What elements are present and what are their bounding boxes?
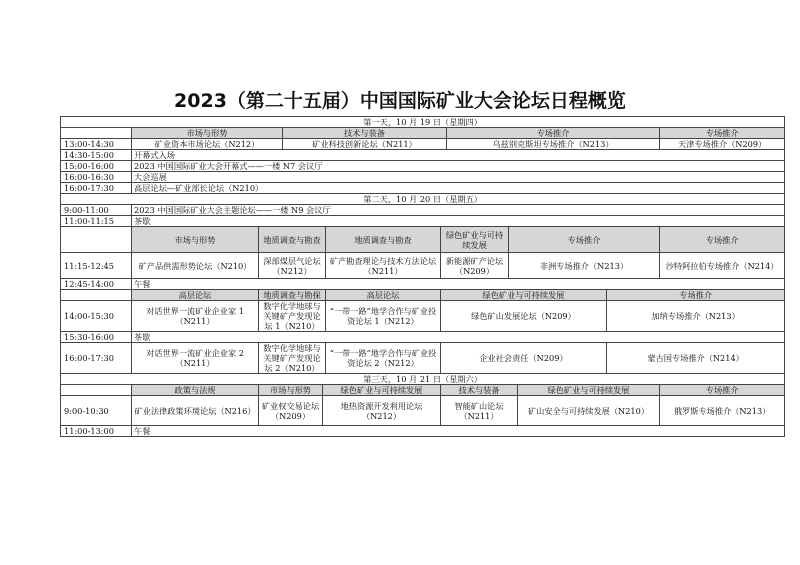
- time-cell: 15:30-16:00: [61, 332, 132, 343]
- table-row: [61, 385, 785, 396]
- track-header: 绿色矿业与可持续发展: [441, 227, 509, 253]
- time-cell: [61, 227, 132, 253]
- track-header: 绿色矿业与可持续发展: [441, 290, 607, 301]
- session-cell: 数字化学地球与关键矿产发现论坛 2（N210）: [259, 343, 326, 374]
- session-cell: 企业社会责任（N209）: [441, 343, 607, 374]
- track-header: 市场与形势: [259, 385, 323, 396]
- time-cell: 11:15-12:45: [61, 253, 132, 279]
- event-cell: 2023 中国国际矿业大会开幕式——一楼 N7 会议厅: [132, 161, 785, 172]
- table-row: [61, 161, 785, 172]
- session-cell: 矿山安全与可持续发展（N210）: [518, 396, 660, 426]
- event-cell: 午餐: [132, 279, 785, 290]
- table-row: [61, 301, 785, 332]
- track-header: 政策与法规: [132, 385, 259, 396]
- track-header: 绿色矿业与可持续发展: [518, 385, 660, 396]
- event-cell: 2023 中国国际矿业大会主题论坛——一楼 N9 会议厅: [132, 205, 785, 216]
- table-row: [61, 183, 785, 194]
- table-row: [61, 290, 785, 301]
- table-row: [61, 205, 785, 216]
- session-cell: 矿业权交易论坛（N209）: [259, 396, 323, 426]
- table-row: [61, 374, 785, 385]
- table-row: [61, 332, 785, 343]
- page-title: 2023（第二十五届）中国国际矿业大会论坛日程概览: [174, 90, 626, 112]
- day2-header: 第二天，10 月 20 日（星期五）: [61, 194, 785, 205]
- event-cell: 开幕式入场: [132, 150, 785, 161]
- event-cell: 午餐: [132, 426, 785, 437]
- session-cell: 绿色矿山发展论坛（N209）: [441, 301, 607, 332]
- time-cell: 14:00-15:30: [61, 301, 132, 332]
- event-cell: 茶歇: [132, 332, 785, 343]
- event-cell: 大会巡展: [132, 172, 785, 183]
- table-row: [61, 172, 785, 183]
- track-header: 市场与形势: [132, 128, 283, 139]
- session-cell: 深部煤层气论坛（N212）: [259, 253, 326, 279]
- track-header: 专场推介: [660, 385, 785, 396]
- track-header: 高层论坛: [326, 290, 441, 301]
- table-row: [61, 426, 785, 437]
- session-cell: “一带一路”地学合作与矿业投资论坛 2（N212）: [326, 343, 441, 374]
- table-row: [61, 227, 785, 253]
- track-header: 地质调查与勘查: [259, 227, 326, 253]
- session-cell: 俄罗斯专场推介（N213）: [660, 396, 785, 426]
- track-header: 专场推介: [447, 128, 660, 139]
- table-row: [61, 194, 785, 205]
- session-cell: 加纳专场推介（N213）: [607, 301, 785, 332]
- session-cell: 矿业法律政策环境论坛（N216）: [132, 396, 259, 426]
- time-cell: [61, 128, 132, 139]
- event-cell: 茶歇: [132, 216, 785, 227]
- session-cell: 对话世界一流矿业企业家 2（N211）: [132, 343, 259, 374]
- time-cell: 16:00-17:30: [61, 343, 132, 374]
- time-cell: 13:00-14:30: [61, 139, 132, 150]
- table-row: [61, 117, 785, 128]
- day3-header: 第三天，10 月 21 日（星期六）: [61, 374, 785, 385]
- time-cell: 14:30-15:00: [61, 150, 132, 161]
- time-cell: 11:00-13:00: [61, 426, 132, 437]
- track-header: 专场推介: [660, 128, 785, 139]
- session-cell: 智能矿山论坛（N211）: [441, 396, 518, 426]
- time-cell: 12:45-14:00: [61, 279, 132, 290]
- table-row: [61, 396, 785, 426]
- track-header: 专场推介: [660, 227, 785, 253]
- time-cell: [61, 290, 132, 301]
- session-cell: 天津专场推介（N209）: [660, 139, 785, 150]
- time-cell: [61, 385, 132, 396]
- table-row: [61, 253, 785, 279]
- session-cell: 乌兹别克斯坦专场推介（N213）: [447, 139, 660, 150]
- track-header: 地质调查与勘查: [326, 227, 441, 253]
- track-header: 高层论坛: [132, 290, 259, 301]
- track-header: 专场推介: [607, 290, 785, 301]
- time-cell: 16:00-16:30: [61, 172, 132, 183]
- table-row: [61, 150, 785, 161]
- table-row: [61, 279, 785, 290]
- day1-header: 第一天，10 月 19 日（星期四）: [61, 117, 785, 128]
- session-cell: 蒙古国专场推介（N214）: [607, 343, 785, 374]
- track-header: 技术与装备: [441, 385, 518, 396]
- session-cell: 矿产品供需形势论坛（N210）: [132, 253, 259, 279]
- time-cell: 15:00-16:00: [61, 161, 132, 172]
- session-cell: 对话世界一流矿业企业家 1（N211）: [132, 301, 259, 332]
- session-cell: 沙特阿拉伯专场推介（N214）: [660, 253, 785, 279]
- session-cell: 新能源矿产论坛（N209）: [441, 253, 509, 279]
- session-cell: 地热资源开发利用论坛（N212）: [323, 396, 441, 426]
- session-cell: “一带一路”地学合作与矿业投资论坛 1（N212）: [326, 301, 441, 332]
- track-header: 技术与装备: [283, 128, 447, 139]
- session-cell: 非洲专场推介（N213）: [509, 253, 660, 279]
- track-header: 地质调查与勘探: [259, 290, 326, 301]
- time-cell: 9:00-10:30: [61, 396, 132, 426]
- track-header: 绿色矿业与可持续发展: [323, 385, 441, 396]
- table-row: [61, 216, 785, 227]
- table-row: [61, 139, 785, 150]
- time-cell: 11:00-11:15: [61, 216, 132, 227]
- table-row: [61, 128, 785, 139]
- session-cell: 矿业资本市场论坛（N212）: [132, 139, 283, 150]
- session-cell: 矿业科技创新论坛（N211）: [283, 139, 447, 150]
- schedule-table: [60, 116, 785, 437]
- table-row: [61, 343, 785, 374]
- event-cell: 高层论坛—矿业部长论坛（N210）: [132, 183, 785, 194]
- session-cell: 矿产勘查理论与技术方法论坛（N211）: [326, 253, 441, 279]
- session-cell: 数字化学地球与关键矿产发现论坛 1（N210）: [259, 301, 326, 332]
- time-cell: 16:00-17:30: [61, 183, 132, 194]
- time-cell: 9:00-11:00: [61, 205, 132, 216]
- track-header: 市场与形势: [132, 227, 259, 253]
- track-header: 专场推介: [509, 227, 660, 253]
